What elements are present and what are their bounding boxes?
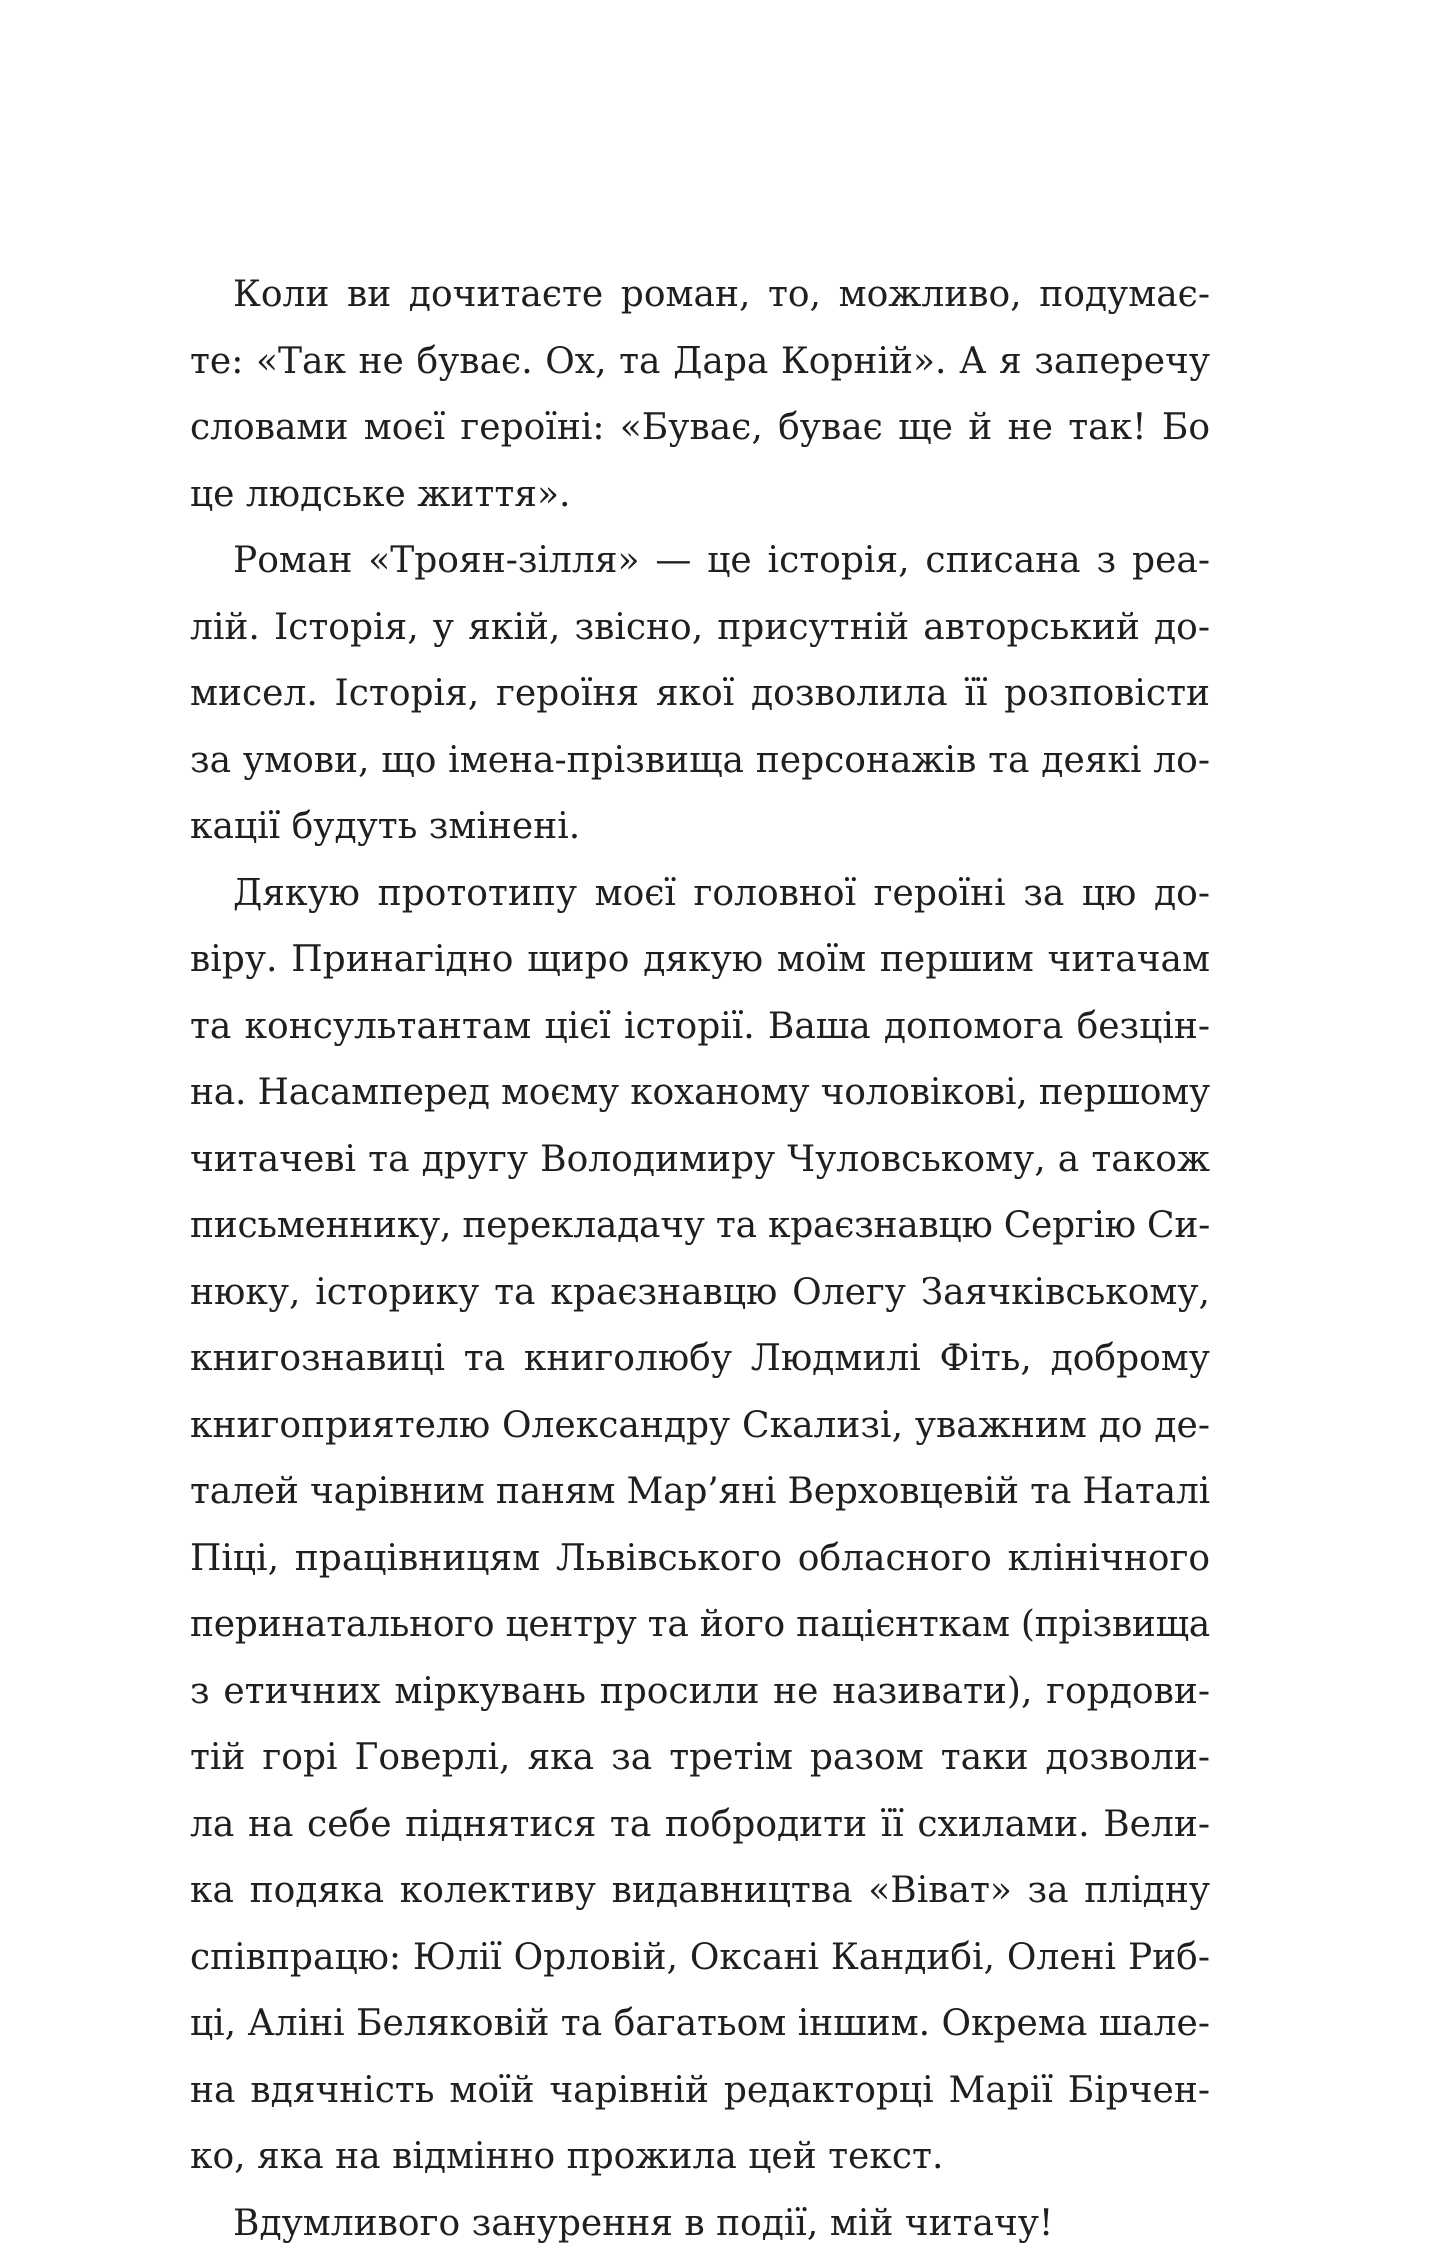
text-line: та консультантам цієї історії. Ваша допомога безцін- [190, 1005, 1210, 1047]
text-line: кації будуть змінені. [190, 806, 581, 847]
text-line: Роман «Троян-зілля» — це історія, списана з реа- [233, 540, 1210, 581]
page-body [190, 262, 1210, 2257]
text-line: з етичних міркувань просили не називати), гордови- [190, 1670, 1210, 1712]
text-line: тій горі Говерлі, яка за третім разом таки дозволи- [190, 1737, 1210, 1778]
text-line: перинатального центру та його пацієнткам (прізвища [190, 1604, 1210, 1645]
text-line: Дякую прототипу моєї головної героїні за цю до- [233, 872, 1210, 914]
paragraph-2 [190, 528, 1210, 861]
text-line: це людське життя». [190, 473, 571, 515]
text-line: читачеві та другу Володимиру Чуловському, а також [190, 1138, 1210, 1180]
text-line: книгоприятелю Олександру Скализі, уважним до де- [190, 1404, 1210, 1446]
text-line: за умови, що імена-прізвища персонажів та деякі ло- [190, 739, 1210, 781]
text-line: на. Насамперед моєму коханому чоловікові, першому [190, 1072, 1210, 1113]
text-line: нюку, історику та краєзнавцю Олегу Заячківському, [190, 1271, 1210, 1313]
text-line: ко, яка на відмінно прожила цей текст. [190, 2136, 944, 2177]
text-line: Коли ви дочитаєте роман, то, можливо, подумає- [233, 274, 1210, 315]
text-line: ка подяка колективу видавництва «Віват» за плідну [190, 1870, 1210, 1911]
text-line: співпрацю: Юлії Орловій, Оксані Кандибі, Олені Риб- [190, 1936, 1210, 1978]
text-line: мисел. Історія, героїня якої дозволила її розповісти [190, 673, 1210, 714]
paragraph-4 [190, 2191, 1210, 2258]
text-line: Піці, працівницям Львівського обласного клінічного [190, 1537, 1210, 1579]
text-line: віру. Принагідно щиро дякую моїм першим читачам [190, 939, 1210, 980]
text-line: талей чарівним паням Мар’яні Верховцевій та Наталі [190, 1471, 1210, 1512]
paragraph-3 [190, 861, 1210, 2191]
text-line: лій. Історія, у якій, звісно, присутній авторський до- [190, 606, 1210, 648]
text-line: книгознавиці та книголюбу Людмилі Фіть, доброму [190, 1338, 1210, 1379]
text-line: на вдячність моїй чарівній редакторці Марії Бірчен- [190, 2069, 1210, 2111]
text-line: словами моєї героїні: «Буває, буває ще й не так! Бо [190, 407, 1210, 448]
paragraph-1 [190, 262, 1210, 528]
text-line: ла на себе піднятися та побродити її схилами. Вели- [190, 1803, 1210, 1845]
text-line: Вдумливого занурення в події, мій читачу! [233, 2202, 1054, 2244]
text-line: ці, Аліні Беляковій та багатьом іншим. Окрема шале- [190, 2003, 1210, 2044]
text-line: письменнику, перекладачу та краєзнавцю Сергію Си- [190, 1205, 1211, 1246]
text-line: те: «Так не буває. Ох, та Дара Корній». А я заперечу [190, 340, 1210, 382]
